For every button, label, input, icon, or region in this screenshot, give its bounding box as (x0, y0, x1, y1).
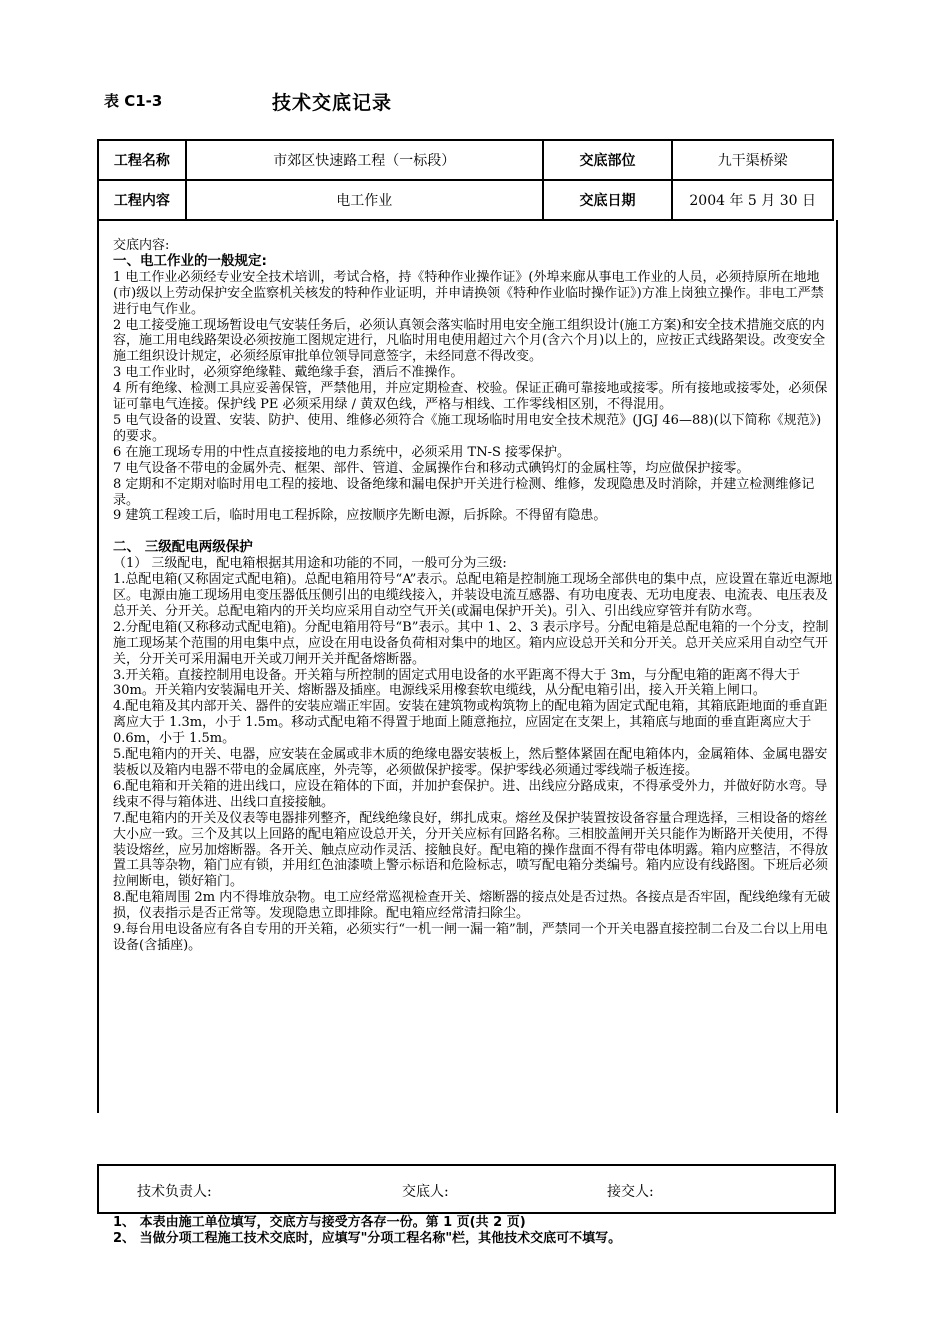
distribution-item: 5.配电箱内的开关、电器，应安装在金属或非木质的绝缘电器安装板上，然后整体紧固在配电箱体内，金属箱体、金属电器安装板以及箱内电器不带电的金属底座，外壳等，必须做保护接零。保护零线必须通过零线端子板连接。 (113, 747, 828, 778)
project-info-table (97, 139, 834, 221)
rule-item: 4 所有绝缘、检测工具应妥善保管，严禁他用，并应定期检查、校验。保证正确可靠接地或接零。所有接地或接零处，必须保证可靠电气连接。保护线 PE 必须采用绿 / 黄双色线，严格与相线、工作零线相区别，不得混用。 (113, 381, 828, 413)
footnotes (113, 1215, 833, 1247)
rule-item: 6 在施工现场专用的中性点直接接地的电力系统中，必须采用 TN-S 接零保护。 (113, 444, 571, 460)
distribution-item: 8.配电箱周围 2m 内不得堆放杂物。电工应经常巡视检查开关、熔断器的接点处是否过热。各接点是否牢固，配线绝缘有无破损，仪表指示是否正常等。发现隐患立即排除。配电箱应经常清扫除尘。 (113, 890, 831, 922)
signature-row (97, 1164, 836, 1214)
form-header (104, 88, 804, 114)
rule-item: 5 电气设备的设置、安装、防护、使用、维修必须符合《施工现场临时用电安全技术规范》(JGJ 46—88)(以下简称《规范》)的要求。 (113, 412, 822, 444)
distribution-item: 2.分配电箱(又称移动式配电箱)。分配电箱用符号“B”表示。其中 1、2、3 表示序号。分配电箱是总配电箱的一个分支，控制施工现场某个范围的用电集中点，应设在用电设备负荷相对集中的地区。箱内应设总开关和分开关。总开关应采用自动空气开关，分开关可采用漏电开关或刀闸开关并配备熔断器。 (113, 619, 829, 667)
project-name-value: 市郊区快速路工程（一标段） (186, 140, 543, 180)
form-code: 表 C1-3 (104, 92, 163, 110)
distribution-item: 3.开关箱。直接控制用电设备。开关箱与所控制的固定式用电设备的水平距离不得大于 3m，与分配电箱的距离不得大于 30m。开关箱内安装漏电开关、熔断器及插座。电源线采用橡套软电缆线，从分配电箱引出，接入开关箱上闸口。 (113, 667, 801, 699)
distribution-item: 7.配电箱内的开关及仪表等电器排列整齐，配线绝缘良好，绑扎成束。熔丝及保护装置按设备容量合理选择，三相设备的熔丝大小应一致。三个及其以上回路的配电箱应设总开关，分开关应标有回路名称。三相胶盖闸开关只能作为断路开关使用，不得装设熔丝，应另加熔断器。各开关、触点应动作灵活、接触良好。配电箱的操作盘面不得有带电体明露。箱内应整洁，不得放置工具等杂物，箱门应有锁，并用红色油漆喷上警示标语和危险标志，喷写配电箱分类编号。箱内应设有线路图。下班后必须拉闸断电，锁好箱门。 (113, 810, 829, 890)
content-label: 工程内容 (98, 180, 186, 220)
content-intro: 交底内容: (113, 238, 170, 253)
date-label: 交底日期 (543, 180, 673, 220)
rule-item: 8 定期和不定期对临时用电工程的接地、设备绝缘和漏电保护开关进行检测、维修，发现隐患及时消除，并建立检测维修记录。 (113, 476, 815, 508)
section2-title: 二、 三级配电两级保护 (113, 539, 253, 556)
rule-item: 1 电工作业必须经专业安全技术培训，考试合格，持《特种作业操作证》(外埠来廊从事电工作业的人员，必须持原所在地地(市)级以上劳动保护安全监察机关核发的特种作业证明，并申请换领《特种作业临时操作证》)方准上岗独立操作。非电工严禁进行电气作业。 (113, 269, 824, 317)
tech-lead-signature: 技术负责人: (137, 1184, 212, 1200)
section1-title: 一、电工作业的一般规定: (113, 252, 267, 269)
rule-item: 3 电工作业时，必须穿绝缘鞋、戴绝缘手套，酒后不准操作。 (113, 365, 464, 381)
footnote: 2、 当做分项工程施工技术交底时，应填写"分项工程名称"栏，其他技术交底可不填写。 (113, 1231, 622, 1246)
page-title: 技术交底记录 (272, 92, 393, 114)
rule-item: 7 电气设备不带电的金属外壳、框架、部件、管道、金属操作台和移动式碘钨灯的金属柱等，均应做保护接零。 (113, 460, 750, 476)
distribution-item: 1.总配电箱(又称固定式配电箱)。总配电箱用符号“A”表示。总配电箱是控制施工现场全部供电的集中点，应设置在靠近电源地区。电源由施工现场用电变压器低压侧引出的电缆线接入，并装设电流互感器、有功电度表、无功电度表、电流表、电压表及总开关、分开关。总配电箱内的开关均应采用自动空气开关(或漏电保护开关)。引入、引出线应穿管并有防水弯。 (113, 572, 833, 619)
project-info-row-2 (98, 180, 833, 220)
distribution-item: 6.配电箱和开关箱的进出线口，应设在箱体的下面，并加护套保护。进、出线应分路成束，不得承受外力，并做好防水弯。导线束不得与箱体进、出线口直接接触。 (113, 778, 828, 810)
location-value: 九干渠桥梁 (672, 140, 833, 180)
section-gap (113, 524, 833, 540)
distribution-item: 9.每台用电设备应有各自专用的开关箱，必须实行“一机一闸一漏一箱”制，严禁同一个开关电器直接控制二台及二台以上用电设备(含插座)。 (113, 922, 828, 953)
content-value: 电工作业 (186, 180, 543, 220)
date-value: 2004 年 5 月 30 日 (672, 180, 833, 220)
distribution-item: 4.配电箱及其内部开关、器件的安装应端正牢固。安装在建筑物或构筑物上的配电箱为固定式配电箱，其箱底距地面的垂直距离应大于 1.3m，小于 1.5m。移动式配电箱不得置于地面上随意拖拉，应固定在支架上，其箱底与地面的垂直距离应大于 0.6m，小于 1.5m。 (113, 699, 828, 747)
rule-item: 2 电工接受施工现场暂设电气安装任务后，必须认真领会落实临时用电安全施工组织设计(施工方案)和安全技术措施交底的内容，施工用电线路架设必须按施工图规定进行，凡临时用电使用超过六个月(含六个月)以上的，应按正式线路架设。改变安全施工组织设计规定，必须经原审批单位领导同意签字，未经同意不得改变。 (113, 317, 826, 365)
location-label: 交底部位 (543, 140, 673, 180)
distribution-item: （1） 三级配电，配电箱根据其用途和功能的不同，一般可分为三级: (113, 556, 507, 572)
project-name-label: 工程名称 (98, 140, 186, 180)
rule-item: 9 建筑工程竣工后，临时用电工程拆除，应按顺序先断电源，后拆除。不得留有隐患。 (113, 508, 607, 524)
project-info-row-1 (98, 140, 833, 180)
receiver-signature: 接交人: (607, 1184, 654, 1200)
footnote: 1、 本表由施工单位填写，交底方与接受方各存一份。第 1 页(共 2 页) (113, 1215, 526, 1230)
presenter-signature: 交底人: (402, 1184, 449, 1200)
briefing-content (113, 238, 833, 954)
